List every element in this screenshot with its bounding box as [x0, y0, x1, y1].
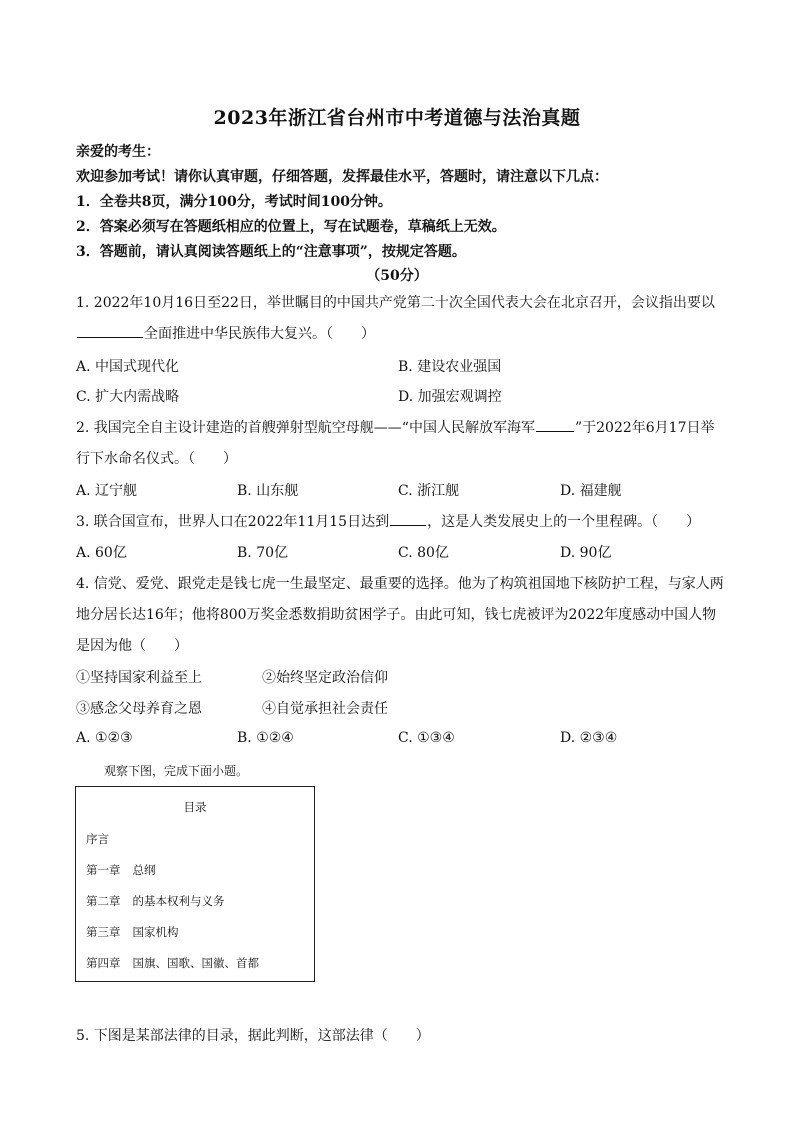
- toc-chapter-3: [86, 924, 179, 940]
- question-1-text: 全面推进中华民族伟大复兴。（ ）: [144, 326, 375, 342]
- q4-statement-4: ④自觉承担社会责任: [262, 701, 388, 717]
- question-2-text-a: 2. 我国完全自主设计建造的首艘弹射型航空母舰——“中国人民解放军海军: [76, 420, 535, 436]
- chapter-name: 的基本权利与义务: [132, 894, 225, 908]
- question-4-line-2: 地分居长达16年；他将800万奖金悉数捐助贫困学子。由此可知，钱七虎被评为2022年度感动中国人物: [76, 607, 717, 623]
- q1-option-a: A. 中国式现代化: [76, 359, 180, 375]
- chapter-number: 第二章: [86, 894, 121, 908]
- question-2-line-2: 行下水命名仪式。（ ）: [76, 451, 237, 467]
- chapter-name: 国旗、国歌、国徽、首都: [132, 956, 259, 970]
- greeting: 亲爱的考生：: [76, 144, 160, 160]
- q1-option-b: B. 建设农业强国: [398, 359, 502, 375]
- toc-chapter-1: [86, 862, 156, 878]
- answer-blank: [536, 417, 574, 432]
- toc-chapter-4: [86, 955, 259, 971]
- page-title: 2023年浙江省台州市中考道德与法治真题: [213, 107, 581, 129]
- question-2-text-b: ”于2022年6月17日举: [574, 420, 715, 436]
- section-score: （50分）: [366, 268, 428, 284]
- answer-blank: [390, 511, 426, 526]
- chapter-number: 第一章: [86, 863, 121, 877]
- toc-chapter-2: [86, 893, 225, 909]
- question-1-line-1: 1. 2022年10月16日至22日，举世瞩目的中国共产党第二十次全国代表大会在北京召开，会议指出要以: [76, 295, 715, 311]
- q4-statement-1: ①坚持国家利益至上: [76, 670, 202, 686]
- question-3-text-b: ，这是人类发展史上的一个里程碑。（ ）: [427, 514, 701, 530]
- note-3: 3．答题前，请认真阅读答题纸上的“注意事项”，按规定答题。: [76, 244, 466, 260]
- q2-option-a: A. 辽宁舰: [76, 483, 138, 499]
- toc-heading: 目录: [183, 800, 207, 814]
- question-4-line-3: 是因为他（ ）: [76, 638, 188, 654]
- note-2: 2．答案必须写在答题纸相应的位置上，写在试题卷，草稿纸上无效。: [76, 219, 506, 235]
- table-of-contents-figure: [75, 786, 315, 982]
- question-1-line-2: [76, 323, 375, 343]
- observe-instruction: 观察下图，完成下面小题。: [104, 764, 249, 778]
- q4-statement-2: ②始终坚定政治信仰: [262, 670, 388, 686]
- chapter-name: 国家机构: [132, 925, 179, 939]
- answer-blank: [77, 323, 143, 338]
- q3-option-d: D. 90亿: [560, 545, 612, 561]
- q2-option-c: C. 浙江舰: [398, 483, 460, 499]
- q3-option-a: A. 60亿: [76, 545, 127, 561]
- q4-option-a: A. ①②③: [76, 730, 133, 746]
- chapter-number: 第四章: [86, 956, 121, 970]
- q2-option-b: B. 山东舰: [237, 483, 299, 499]
- q3-option-b: B. 70亿: [237, 545, 289, 561]
- chapter-name: 总纲: [132, 863, 156, 877]
- q1-option-d: D. 加强宏观调控: [398, 389, 502, 405]
- question-3-line-1: [76, 511, 700, 531]
- intro: 欢迎参加考试！请你认真审题，仔细答题，发挥最佳水平，答题时，请注意以下几点：: [76, 169, 608, 185]
- question-4-line-1: 4. 信党、爱党、跟党走是钱七虎一生最坚定、最重要的选择。他为了构筑祖国地下核防护工程，与家人两: [76, 576, 724, 592]
- question-2-line-1: [76, 417, 714, 437]
- q2-option-d: D. 福建舰: [560, 483, 622, 499]
- q4-option-d: D. ②③④: [560, 730, 618, 746]
- q3-option-c: C. 80亿: [398, 545, 449, 561]
- question-3-text-a: 3. 联合国宣布，世界人口在2022年11月15日达到: [76, 514, 390, 530]
- q1-option-c: C. 扩大内需战略: [76, 389, 180, 405]
- toc-preface: 序言: [86, 832, 109, 846]
- note-1: 1．全卷共8页，满分100分，考试时间100分钟。: [76, 194, 392, 210]
- q4-statement-3: ③感念父母养育之恩: [76, 701, 202, 717]
- q4-option-b: B. ①②④: [237, 730, 294, 746]
- q4-option-c: C. ①③④: [398, 730, 455, 746]
- chapter-number: 第三章: [86, 925, 121, 939]
- question-5-line-1: 5. 下图是某部法律的目录，据此判断，这部法律（ ）: [76, 1028, 430, 1044]
